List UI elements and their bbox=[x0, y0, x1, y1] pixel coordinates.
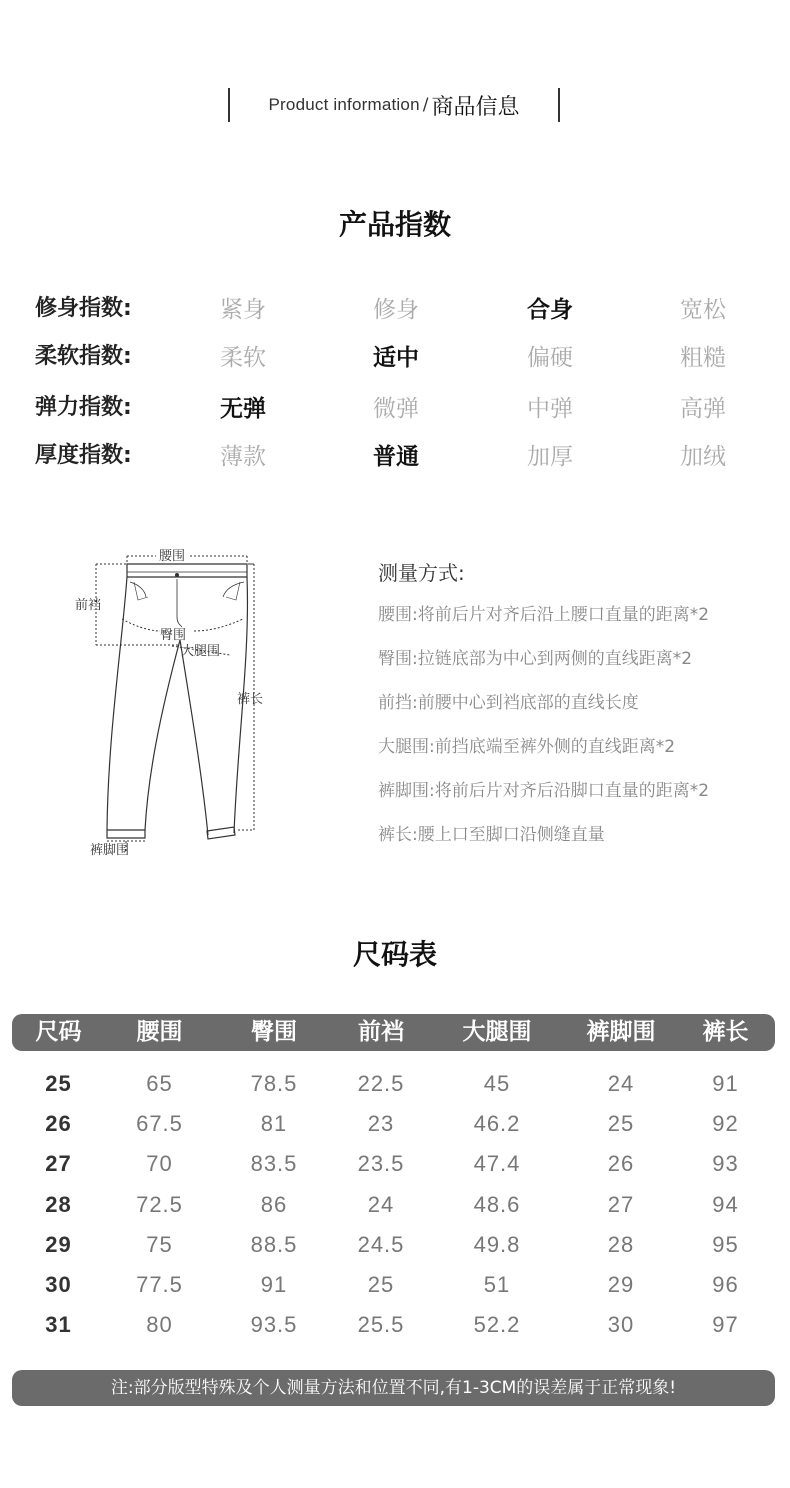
disclaimer-note: 注:部分版型特殊及个人测量方法和位置不同,有1-3CM的误差属于正常现象! bbox=[12, 1370, 775, 1406]
index-row-fit bbox=[0, 291, 790, 331]
index-option: 修身 bbox=[373, 297, 419, 323]
index-row-softness bbox=[0, 339, 790, 379]
index-option: 高弹 bbox=[680, 396, 726, 422]
table-cell: 81 bbox=[260, 1111, 288, 1137]
index-option-selected: 普通 bbox=[373, 444, 419, 470]
index-option: 粗糙 bbox=[680, 345, 726, 371]
table-row bbox=[12, 1265, 775, 1305]
size-chart-title: 尺码表 bbox=[352, 938, 437, 971]
size-cell: 26 bbox=[45, 1111, 72, 1137]
table-cell: 22.5 bbox=[357, 1071, 405, 1096]
table-cell: 93 bbox=[712, 1151, 739, 1177]
diagram-label-hip: 臀围 bbox=[160, 628, 187, 643]
column-header: 尺码 bbox=[35, 1019, 82, 1045]
index-option: 宽松 bbox=[680, 297, 726, 323]
size-cell: 25 bbox=[45, 1071, 72, 1096]
index-option: 中弹 bbox=[527, 396, 573, 422]
measurement-line: 臀围:拉链底部为中心到两侧的直线距离*2 bbox=[378, 649, 693, 669]
header-en-label: Product information bbox=[268, 95, 420, 114]
table-cell: 78.5 bbox=[250, 1071, 298, 1096]
table-cell: 24.5 bbox=[357, 1231, 405, 1257]
table-row bbox=[12, 1185, 775, 1225]
size-cell: 29 bbox=[45, 1231, 72, 1257]
diagram-label-leg-opening: 裤脚围 bbox=[90, 843, 130, 858]
table-cell: 29 bbox=[607, 1272, 635, 1297]
pants-measurement-diagram bbox=[60, 535, 290, 865]
table-row bbox=[12, 1144, 775, 1184]
table-cell: 26 bbox=[607, 1151, 635, 1177]
table-row bbox=[12, 1064, 775, 1104]
index-section-title: 产品指数 bbox=[338, 208, 451, 241]
table-cell: 47.4 bbox=[473, 1151, 521, 1177]
table-cell: 49.8 bbox=[473, 1231, 521, 1257]
table-cell: 24 bbox=[367, 1191, 395, 1217]
table-cell: 70 bbox=[146, 1151, 173, 1177]
table-cell: 67.5 bbox=[136, 1111, 183, 1137]
table-cell: 75 bbox=[146, 1231, 173, 1257]
table-cell: 96 bbox=[712, 1272, 739, 1297]
table-row bbox=[12, 1305, 775, 1345]
table-cell: 91 bbox=[260, 1272, 288, 1297]
header-separator: / bbox=[422, 95, 429, 115]
table-cell: 23 bbox=[367, 1111, 395, 1137]
column-header: 裤长 bbox=[702, 1019, 749, 1045]
index-label: 修身指数: bbox=[35, 296, 132, 321]
table-row bbox=[12, 1104, 775, 1144]
table-cell: 52.2 bbox=[473, 1312, 521, 1338]
table-cell: 25 bbox=[367, 1272, 395, 1297]
index-option: 微弹 bbox=[373, 396, 419, 422]
diagram-label-length: 裤长 bbox=[237, 692, 264, 707]
header-cn-label: 商品信息 bbox=[431, 94, 520, 120]
measurement-title: 测量方式: bbox=[378, 561, 465, 585]
table-cell: 88.5 bbox=[250, 1231, 298, 1257]
table-cell: 25 bbox=[607, 1111, 635, 1137]
measurement-line: 裤长:腰上口至脚口沿侧缝直量 bbox=[378, 825, 605, 845]
index-option: 紧身 bbox=[220, 297, 266, 323]
index-option: 加绒 bbox=[680, 444, 726, 470]
table-cell: 27 bbox=[607, 1191, 635, 1217]
table-cell: 95 bbox=[712, 1231, 739, 1257]
index-option: 柔软 bbox=[220, 345, 266, 371]
table-cell: 25.5 bbox=[357, 1312, 405, 1338]
size-cell: 31 bbox=[45, 1312, 72, 1338]
table-cell: 97 bbox=[712, 1312, 739, 1338]
table-cell: 23.5 bbox=[357, 1151, 405, 1177]
table-cell: 77.5 bbox=[136, 1272, 183, 1297]
size-cell: 30 bbox=[45, 1272, 72, 1297]
size-cell: 27 bbox=[45, 1151, 72, 1177]
index-row-thickness bbox=[0, 438, 790, 478]
table-cell: 45 bbox=[483, 1071, 511, 1096]
column-header: 大腿围 bbox=[462, 1019, 532, 1045]
table-cell: 92 bbox=[712, 1111, 739, 1137]
index-option: 薄款 bbox=[220, 444, 266, 470]
table-cell: 86 bbox=[260, 1191, 288, 1217]
table-cell: 72.5 bbox=[136, 1191, 183, 1217]
measurement-line: 前挡:前腰中心到裆底部的直线长度 bbox=[378, 693, 639, 713]
index-row-elasticity bbox=[0, 390, 790, 430]
table-row bbox=[12, 1225, 775, 1265]
measurement-line: 大腿围:前挡底端至裤外侧的直线距离*2 bbox=[378, 737, 676, 757]
pants-icon bbox=[60, 535, 290, 865]
index-option-selected: 合身 bbox=[527, 297, 573, 323]
product-info-header bbox=[228, 88, 560, 122]
table-cell: 48.6 bbox=[473, 1191, 521, 1217]
table-cell: 30 bbox=[607, 1312, 635, 1338]
table-cell: 28 bbox=[607, 1231, 635, 1257]
index-label: 弹力指数: bbox=[35, 395, 132, 420]
index-option: 加厚 bbox=[527, 444, 573, 470]
size-chart-header bbox=[12, 1014, 775, 1051]
diagram-label-waist: 腰围 bbox=[159, 549, 186, 564]
table-cell: 65 bbox=[146, 1071, 173, 1096]
diagram-label-front-rise: 前裆 bbox=[75, 598, 102, 613]
table-cell: 24 bbox=[607, 1071, 635, 1096]
table-cell: 91 bbox=[712, 1071, 739, 1096]
table-cell: 51 bbox=[483, 1272, 511, 1297]
diagram-label-thigh: 大腿围 bbox=[181, 644, 221, 659]
column-header: 腰围 bbox=[136, 1019, 183, 1045]
index-option: 偏硬 bbox=[527, 345, 573, 371]
index-label: 柔软指数: bbox=[35, 344, 132, 369]
size-cell: 28 bbox=[45, 1191, 72, 1217]
column-header: 前裆 bbox=[358, 1019, 404, 1045]
table-cell: 94 bbox=[712, 1191, 739, 1217]
index-option-selected: 适中 bbox=[373, 345, 419, 371]
index-option-selected: 无弹 bbox=[220, 396, 266, 422]
table-cell: 93.5 bbox=[250, 1312, 298, 1338]
table-cell: 80 bbox=[146, 1312, 173, 1338]
index-label: 厚度指数: bbox=[35, 443, 132, 468]
measurement-line: 腰围:将前后片对齐后沿上腰口直量的距离*2 bbox=[378, 605, 710, 625]
column-header: 裤脚围 bbox=[586, 1019, 656, 1045]
measurement-line: 裤脚围:将前后片对齐后沿脚口直量的距离*2 bbox=[378, 781, 710, 801]
column-header: 臀围 bbox=[251, 1019, 297, 1045]
table-cell: 46.2 bbox=[473, 1111, 521, 1137]
table-cell: 83.5 bbox=[250, 1151, 298, 1177]
